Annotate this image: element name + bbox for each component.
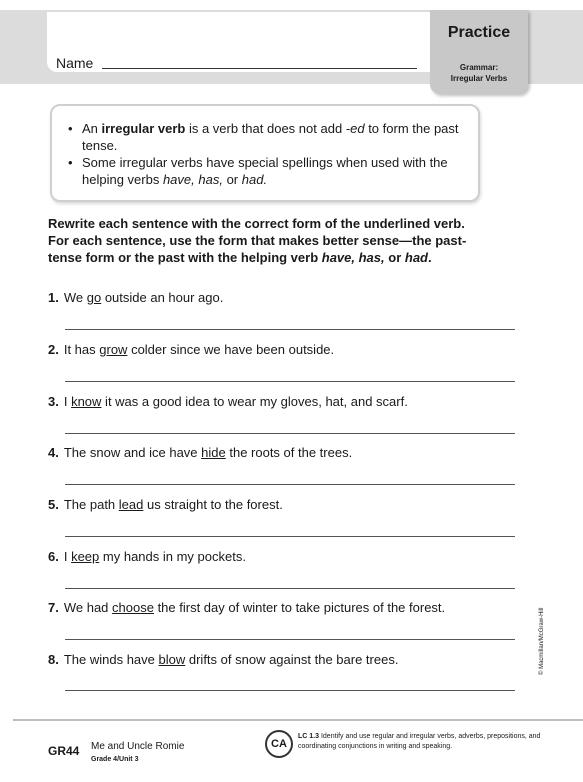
question-text: It has xyxy=(63,342,100,357)
question-5 xyxy=(48,496,283,513)
question-8 xyxy=(48,651,398,668)
rule-box xyxy=(50,104,480,202)
practice-subtitle-line-1: Grammar: xyxy=(459,63,499,72)
question-text: The path xyxy=(63,497,119,512)
rule-bullet-1: • An irregular verb is a verb that does not add -ed to form the past tense. xyxy=(68,120,468,154)
question-text: I xyxy=(63,394,72,409)
question-2 xyxy=(48,341,334,358)
underlined-verb: hide xyxy=(201,445,226,460)
question-number: 7. xyxy=(48,600,59,615)
grade-unit: Grade 4/Unit 3 xyxy=(91,756,139,763)
rule-bullet-2: • Some irregular verbs have special spellings when used with the helping verbs have, has, or had. xyxy=(68,154,468,188)
copyright: © Macmillan/McGraw-Hill xyxy=(539,607,545,675)
answer-line-5[interactable] xyxy=(65,536,515,537)
question-text: The winds have xyxy=(63,652,159,667)
question-text: us straight to the forest. xyxy=(143,497,283,512)
name-label: Name xyxy=(56,55,94,71)
question-1 xyxy=(48,289,223,306)
answer-line-7[interactable] xyxy=(65,639,515,640)
instructions: Rewrite each sentence with the correct form of the underlined verb. For each sentence, use the form that makes better sense—the past-tense form or the past with the helping verb have, has, or had. xyxy=(48,216,467,265)
question-number: 4. xyxy=(48,445,59,460)
answer-line-1[interactable] xyxy=(65,329,515,330)
underlined-verb: grow xyxy=(99,342,128,357)
question-4 xyxy=(48,444,352,461)
name-line[interactable] xyxy=(102,68,417,69)
underlined-verb: lead xyxy=(118,497,144,512)
practice-subtitle-line-2: Irregular Verbs xyxy=(450,74,508,83)
story-title: Me and Uncle Romie xyxy=(91,741,185,752)
question-text: colder since we have been outside. xyxy=(127,342,335,357)
question-text: drifts of snow against the bare trees. xyxy=(185,652,399,667)
question-number: 8. xyxy=(48,652,59,667)
question-number: 5. xyxy=(48,497,59,512)
question-6 xyxy=(48,548,246,565)
underlined-verb: know xyxy=(71,394,102,409)
underlined-verb: keep xyxy=(71,549,100,564)
question-text: outside an hour ago. xyxy=(101,290,224,305)
name-area xyxy=(47,12,435,72)
practice-subtitle xyxy=(430,62,528,84)
standard-text: LC 1.3 Identify and use regular and irregular verbs, adverbs, prepositions, and coordinating conjunctions in writing and speaking. xyxy=(298,733,541,750)
underlined-verb: blow xyxy=(158,652,186,667)
practice-title: Practice xyxy=(447,24,511,41)
question-text: my hands in my pockets. xyxy=(99,549,246,564)
answer-line-8[interactable] xyxy=(65,690,515,691)
question-text: We xyxy=(63,290,87,305)
question-number: 6. xyxy=(48,549,59,564)
underlined-verb: choose xyxy=(112,600,154,615)
underlined-verb: go xyxy=(86,290,102,305)
answer-line-3[interactable] xyxy=(65,433,515,434)
question-number: 1. xyxy=(48,290,59,305)
question-text: the first day of winter to take pictures of the forest. xyxy=(153,600,446,615)
question-number: 3. xyxy=(48,394,59,409)
question-text: it was a good idea to wear my gloves, hat, and scarf. xyxy=(101,394,408,409)
question-text: I xyxy=(63,549,72,564)
practice-tab xyxy=(430,10,528,94)
question-7 xyxy=(48,599,445,616)
ca-standard-icon: CA xyxy=(265,730,293,758)
question-number: 2. xyxy=(48,342,59,357)
answer-line-6[interactable] xyxy=(65,588,515,589)
question-text: the roots of the trees. xyxy=(225,445,353,460)
answer-line-4[interactable] xyxy=(65,484,515,485)
answer-line-2[interactable] xyxy=(65,381,515,382)
footer-divider xyxy=(13,719,583,721)
question-text: We had xyxy=(63,600,113,615)
page-code: GR44 xyxy=(48,744,80,758)
question-3 xyxy=(48,393,408,410)
question-text: The snow and ice have xyxy=(63,445,202,460)
